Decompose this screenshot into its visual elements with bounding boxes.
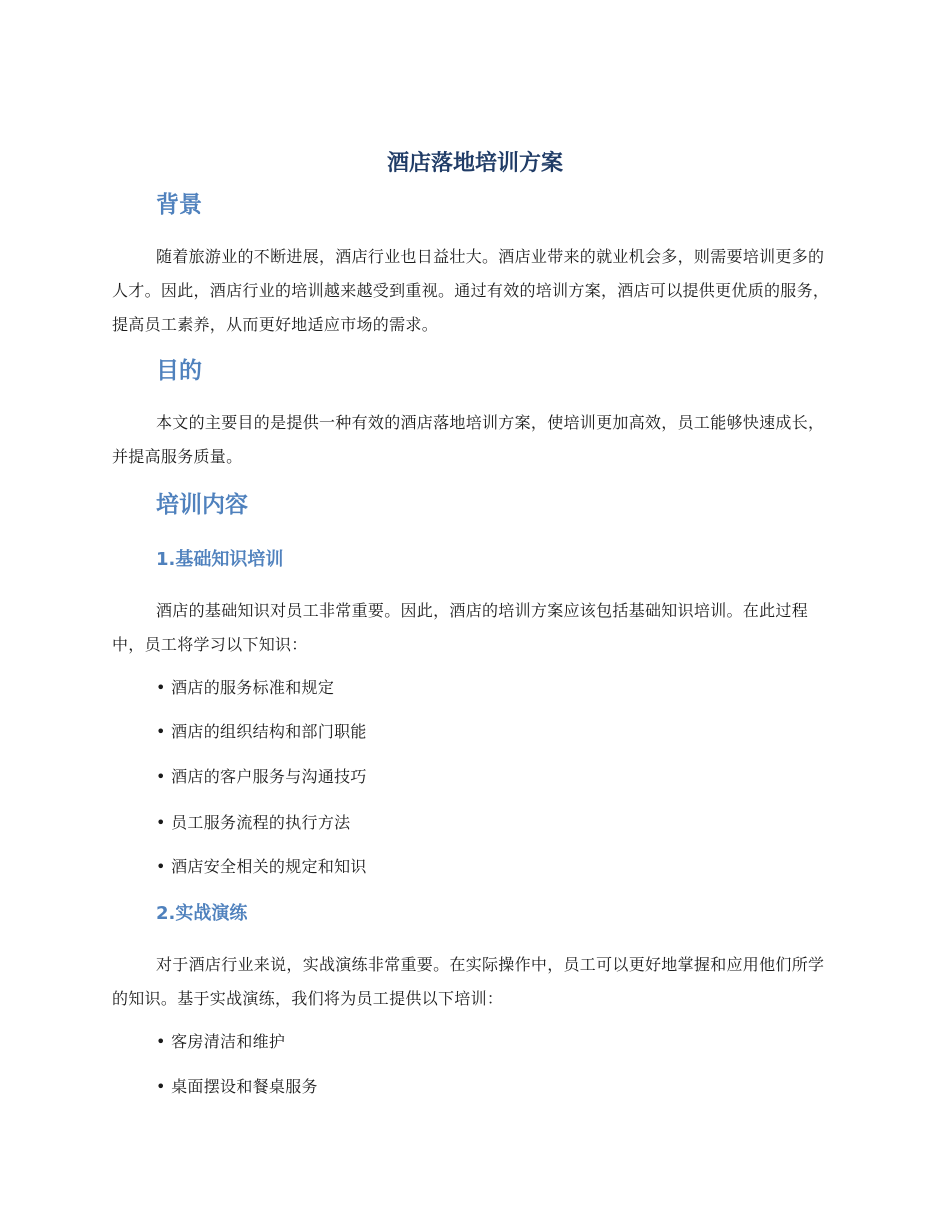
list-item: • 客房清洁和维护: [156, 1032, 286, 1051]
heading-background: 背景: [156, 192, 202, 218]
paragraph-purpose: 本文的主要目的是提供一种有效的酒店落地培训方案，使培训更加高效，员工能够快速成长，并提高服务质量。: [112, 413, 825, 466]
paragraph-basic-knowledge: 酒店的基础知识对员工非常重要。因此，酒店的培训方案应该包括基础知识培训。在此过程中，员工将学习以下知识：: [112, 601, 809, 654]
heading-basic-knowledge: 1.基础知识培训: [156, 549, 284, 570]
list-item: • 酒店的组织结构和部门职能: [156, 722, 367, 741]
list-item: • 桌面摆设和餐桌服务: [156, 1077, 318, 1096]
list-item: • 酒店安全相关的规定和知识: [156, 857, 367, 876]
list-item: • 员工服务流程的执行方法: [156, 813, 351, 832]
heading-training-content: 培训内容: [156, 492, 248, 518]
heading-practice: 2.实战演练: [156, 903, 248, 924]
list-item: • 酒店的服务标准和规定: [156, 678, 335, 697]
list-item: • 酒店的客户服务与沟通技巧: [156, 767, 367, 786]
document-title: 酒店落地培训方案: [386, 151, 563, 176]
paragraph-practice: 对于酒店行业来说，实战演练非常重要。在实际操作中，员工可以更好地掌握和应用他们所学的知识。基于实战演练，我们将为员工提供以下培训：: [112, 955, 825, 1008]
paragraph-background: 随着旅游业的不断进展，酒店行业也日益壮大。酒店业带来的就业机会多，则需要培训更多的人才。因此，酒店行业的培训越来越受到重视。通过有效的培训方案，酒店可以提供更优质的服务，提高员工素养，从而更好地适应市场的需求。: [112, 247, 830, 334]
heading-purpose: 目的: [156, 358, 202, 384]
